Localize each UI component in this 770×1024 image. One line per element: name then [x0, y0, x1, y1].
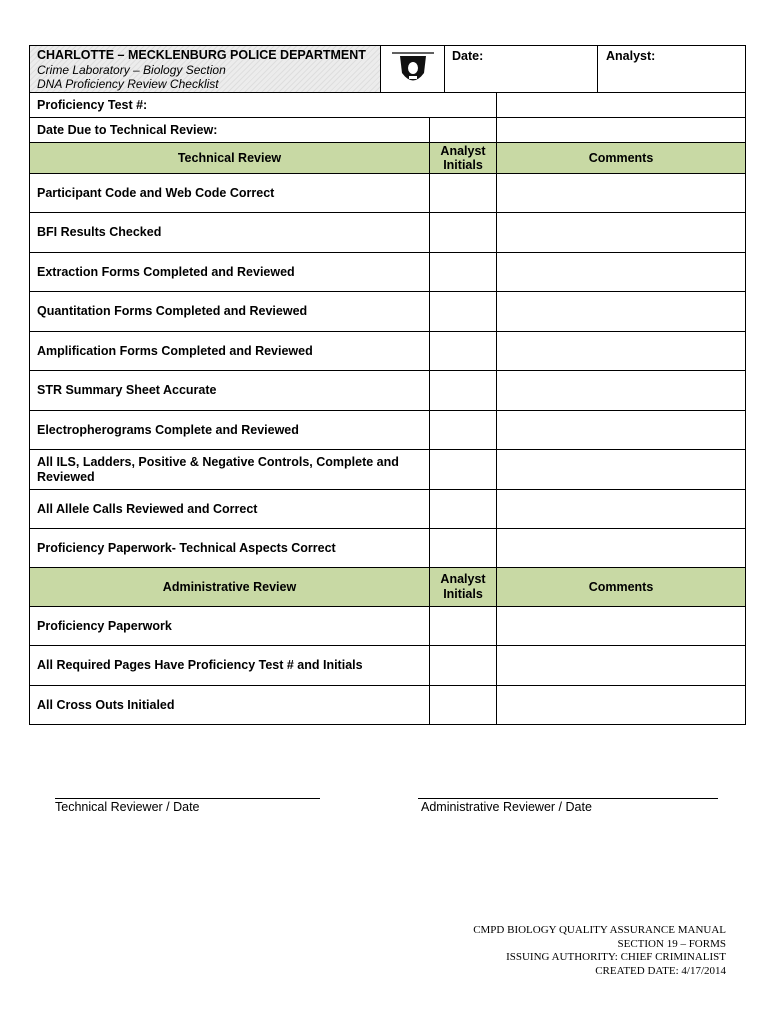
date-due-input[interactable] — [429, 117, 497, 143]
comments-input[interactable] — [496, 291, 746, 332]
checklist-item-label: Extraction Forms Completed and Reviewed — [29, 252, 430, 292]
checklist-item-label: Amplification Forms Completed and Reviewed — [29, 331, 430, 371]
comments-input[interactable] — [496, 528, 746, 569]
initials-input[interactable] — [429, 685, 497, 725]
initials-line1: Analyst — [440, 572, 486, 586]
checklist-item-label: All Allele Calls Reviewed and Correct — [29, 489, 430, 529]
initials-input[interactable] — [429, 173, 497, 213]
department-name: CHARLOTTE – MECKLENBURG POLICE DEPARTMENT — [37, 48, 366, 62]
checklist-item-label: All Cross Outs Initialed — [29, 685, 430, 725]
footer-block — [326, 924, 726, 978]
checklist-item-label: Proficiency Paperwork- Technical Aspects Correct — [29, 528, 430, 569]
checklist-item-label: STR Summary Sheet Accurate — [29, 370, 430, 411]
checklist-item-label: Proficiency Paperwork — [29, 606, 430, 646]
comments-input[interactable] — [496, 410, 746, 450]
initials-input[interactable] — [429, 489, 497, 529]
footer-created-date: CREATED DATE: 4/17/2014 — [595, 964, 726, 977]
checklist-item-label: Quantitation Forms Completed and Reviewed — [29, 291, 430, 332]
initials-input[interactable] — [429, 370, 497, 411]
footer-section: SECTION 19 – FORMS — [617, 937, 726, 950]
logo-cell — [380, 45, 445, 93]
initials-input[interactable] — [429, 252, 497, 292]
administrative-initials-heading — [429, 567, 497, 607]
date-due-extra[interactable] — [496, 117, 746, 143]
date-due-label: Date Due to Technical Review: — [29, 117, 430, 143]
comments-input[interactable] — [496, 173, 746, 213]
checklist-item-label: Electropherograms Complete and Reviewed — [29, 410, 430, 450]
checklist-item-label: All ILS, Ladders, Positive & Negative Controls, Complete and Reviewed — [29, 449, 430, 490]
initials-input[interactable] — [429, 410, 497, 450]
administrative-signature-line[interactable] — [418, 798, 718, 799]
comments-input[interactable] — [496, 331, 746, 371]
comments-input[interactable] — [496, 645, 746, 686]
technical-signature-label: Technical Reviewer / Date — [55, 800, 200, 814]
police-badge-logo — [381, 46, 446, 94]
technical-comments-heading: Comments — [496, 142, 746, 174]
initials-input[interactable] — [429, 449, 497, 490]
administrative-comments-heading: Comments — [496, 567, 746, 607]
initials-input[interactable] — [429, 291, 497, 332]
initials-line2: Initials — [443, 587, 483, 601]
initials-input[interactable] — [429, 645, 497, 686]
analyst-label: Analyst: — [606, 49, 656, 63]
checklist-item-label: BFI Results Checked — [29, 212, 430, 253]
initials-input[interactable] — [429, 331, 497, 371]
comments-input[interactable] — [496, 449, 746, 490]
technical-signature-line[interactable] — [55, 798, 320, 799]
administrative-signature-label: Administrative Reviewer / Date — [421, 800, 592, 814]
footer-authority: ISSUING AUTHORITY: CHIEF CRIMINALIST — [506, 951, 726, 963]
comments-input[interactable] — [496, 252, 746, 292]
analyst-cell[interactable] — [597, 45, 746, 93]
technical-initials-heading — [429, 142, 497, 174]
form-title: DNA Proficiency Review Checklist — [37, 77, 219, 91]
date-label: Date: — [452, 49, 484, 63]
technical-review-heading: Technical Review — [29, 142, 430, 174]
checklist-item-label: Participant Code and Web Code Correct — [29, 173, 430, 213]
administrative-review-heading: Administrative Review — [29, 567, 430, 607]
proficiency-test-input[interactable] — [496, 92, 746, 118]
initials-line2: Initials — [443, 158, 483, 172]
checklist-item-label: All Required Pages Have Proficiency Test # and Initials — [29, 645, 430, 686]
header-title-block — [29, 45, 381, 93]
comments-input[interactable] — [496, 370, 746, 411]
comments-input[interactable] — [496, 685, 746, 725]
initials-input[interactable] — [429, 606, 497, 646]
date-cell[interactable] — [444, 45, 598, 93]
comments-input[interactable] — [496, 212, 746, 253]
initials-input[interactable] — [429, 212, 497, 253]
initials-input[interactable] — [429, 528, 497, 569]
initials-line1: Analyst — [440, 144, 486, 158]
footer-manual: CMPD BIOLOGY QUALITY ASSURANCE MANUAL — [473, 924, 726, 936]
comments-input[interactable] — [496, 489, 746, 529]
comments-input[interactable] — [496, 606, 746, 646]
proficiency-test-label: Proficiency Test #: — [29, 92, 497, 118]
section-name: Crime Laboratory – Biology Section — [37, 63, 226, 77]
